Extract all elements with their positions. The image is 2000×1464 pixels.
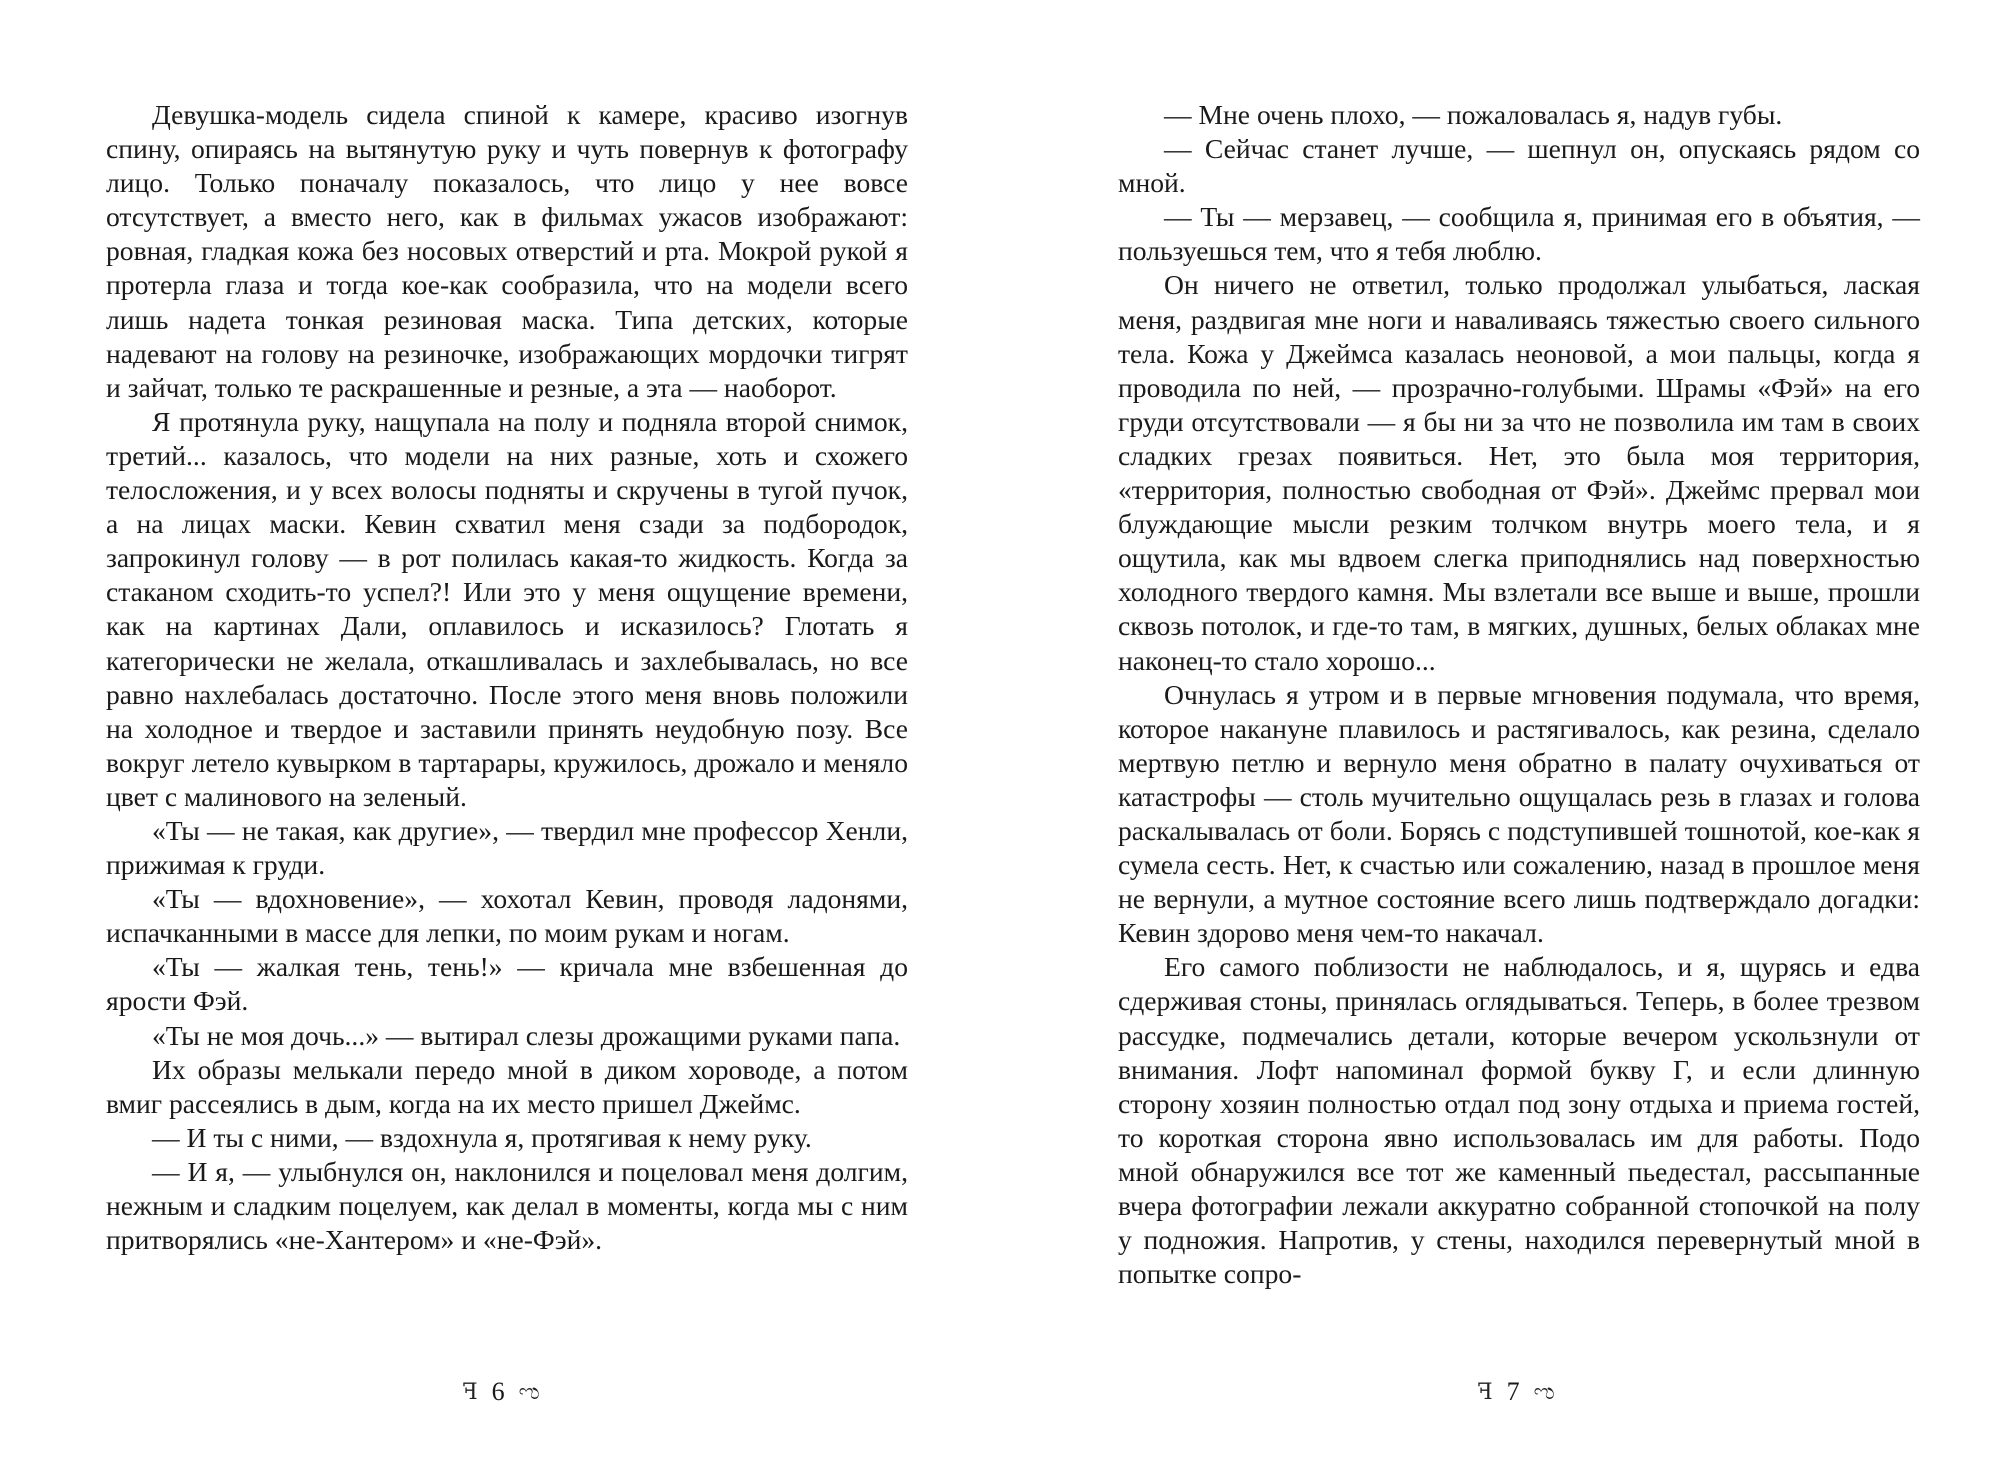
right-ornament-icon: ಌ bbox=[1533, 1379, 1555, 1404]
right-paragraph-5: Очнулась я утром и в первые мгновения подумала, что время, которое накануне плавилось и растягивалось, как резина, сделало мертвую петлю и вернуло меня обратно в палату очухиваться от катастрофы — столь мучительно ощущалась резь в глазах и голова раскалывалась от боли. Борясь с подступившей тошнотой, кое-как я сумела сесть. Нет, к счастью или сожалению, назад в прошлое меня не вернули, а мутное состояние всего лишь подтверждало догадки: Кевин здорово меня чем-то накачал. bbox=[1118, 678, 1920, 949]
page-number-left-value: 6 bbox=[491, 1377, 505, 1406]
right-paragraph-4: Он ничего не ответил, только продолжал улыбаться, лаская меня, раздвигая мне ноги и наваливаясь тяжестью своего сильного тела. Кожа у Джеймса казалась неоновой, а мои пальцы, когда я проводила по ней, — прозрачно-голубыми. Шрамы «Фэй» на его груди отсутствовали — я бы ни за что не позволила им там в своих сладких грезах появиться. Нет, это была моя территория, «территория, полностью свободная от Фэй». Джеймс прервал мои блуждающие мысли резким толчком внутрь моего тела, и я ощутила, как мы вдвоем слегка приподнялись над поверхностью холодного твердого камня. Мы взлетали все выше и выше, прошли сквозь потолок, и где-то там, в мягких, душных, белых облаках мне наконец-то стало хорошо... bbox=[1118, 269, 1920, 676]
left-paragraph-8: — И ты с ними, — вздохнула я, протягивая к нему руку. bbox=[152, 1121, 812, 1153]
left-ornament-icon: ꟻ bbox=[1477, 1379, 1493, 1404]
right-page bbox=[1118, 98, 1920, 1291]
left-paragraph-7: Их образы мелькали передо мной в диком хороводе, а потом вмиг рассеялись в дым, когда на их место пришел Джеймс. bbox=[106, 1053, 908, 1119]
left-paragraph-5: «Ты — жалкая тень, тень!» — кричала мне взбешенная до ярости Фэй. bbox=[106, 951, 908, 1017]
right-paragraph-2: — Сейчас станет лучше, — шепнул он, опускаясь рядом со мной. bbox=[1118, 133, 1920, 199]
left-paragraph-3: «Ты — не такая, как другие», — твердил мне профессор Хенли, прижимая к груди. bbox=[106, 814, 908, 881]
left-paragraph-4: «Ты — вдохновение», — хохотал Кевин, проводя ладонями, испачканными в массе для лепки, по моим рукам и ногам. bbox=[106, 883, 908, 949]
left-paragraph-1: Девушка-модель сидела спиной к камере, красиво изогнув спину, опираясь на вытянутую руку и чуть повернув к фотографу лицо. Только поначалу показалось, что лицо у нее вовсе отсутствует, а вместо него, как в фильмах ужасов изображают: ровная, гладкая кожа без носовых отверстий и рта. Мокрой рукой я протерла глаза и тогда кое-как сообразила, что на модели всего лишь надета тонкая резиновая маска. Типа детских, которые надевают на голову на резиночке, изображающих мордочки тигрят и зайчат, только те раскрашенные и резные, а эта — наоборот. bbox=[106, 99, 908, 403]
left-paragraph-2: Я протянула руку, нащупала на полу и подняла второй снимок, третий... казалось, что модели на них разные, хоть и схожего телосложения, и у всех волосы подняты и скручены в тугой пучок, а на лицах маски. Кевин схватил меня сзади за подбородок, запрокинул голову — в рот полилась какая-то жидкость. Когда за стаканом сходить-то успел?! Или это у меня ощущение времени, как на картинах Дали, оплавилось и исказилось? Глотать я категорически не желала, откашливалась и захлебывалась, но все равно нахлебалась достаточно. После этого меня вновь положили на холодное и твердое и заставили принять неудобную позу. Все вокруг летело кувырком в тартарары, кружилось, дрожало и меняло цвет с малинового на зеленый. bbox=[106, 405, 908, 812]
page-number-left bbox=[401, 1377, 601, 1407]
right-paragraph-1: — Мне очень плохо, — пожаловалась я, надув губы. bbox=[1164, 99, 1783, 130]
right-paragraph-3: — Ты — мерзавец, — сообщила я, принимая его в объятия, — пользуешься тем, что я тебя люблю. bbox=[1118, 201, 1920, 267]
left-ornament-icon: ꟻ bbox=[462, 1379, 478, 1404]
right-ornament-icon: ಌ bbox=[518, 1379, 540, 1404]
page-number-right-value: 7 bbox=[1506, 1377, 1520, 1406]
right-paragraph-6: Его самого поблизости не наблюдалось, и я, щурясь и едва сдерживая стоны, принялась оглядываться. Теперь, в более трезвом рассудке, подмечались детали, которые вечером ускользнули от внимания. Лофт напоминал формой букву Г, и если длинную сторону хозяин полностью отдал под зону отдыха и приема гостей, то короткая сторона явно использовалась им для работы. Подо мной обнаружился все тот же каменный пьедестал, рассыпанные вчера фотографии лежали аккуратно собранной стопочкой на полу у подножия. Напротив, у стены, находился перевернутый мной в попытке сопро- bbox=[1118, 951, 1920, 1290]
left-paragraph-9: — И я, — улыбнулся он, наклонился и поцеловал меня долгим, нежным и сладким поцелуем, как делал в моменты, когда мы с ним притворялись «не-Хантером» и «не-Фэй». bbox=[106, 1155, 908, 1256]
page-number-right bbox=[1416, 1377, 1616, 1407]
left-paragraph-6: «Ты не моя дочь...» — вытирал слезы дрожащими руками папа. bbox=[152, 1019, 901, 1051]
left-page bbox=[106, 98, 908, 1257]
